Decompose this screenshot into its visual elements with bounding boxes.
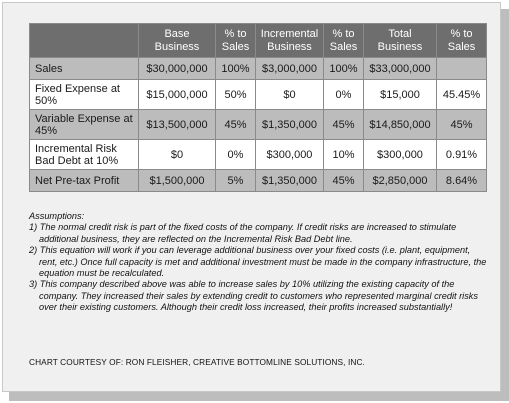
header-pct-total: % to Sales <box>437 24 487 58</box>
table-cell: $300,000 <box>256 140 324 170</box>
assumption-item: 1) The normal credit risk is part of the fixed costs of the company. If credit risks are increased to stimulate additional business, they are reflected on the Incremental Risk Bad Debt line. <box>29 222 457 244</box>
chart-credit: CHART COURTESY OF: RON FLEISHER, CREATIVE BOTTOMLINE SOLUTIONS, INC. <box>29 357 365 367</box>
table-cell: $0 <box>139 140 216 170</box>
table-cell: $15,000,000 <box>139 80 216 110</box>
table-cell <box>437 58 487 80</box>
table-cell: 100% <box>324 58 364 80</box>
row-label: Fixed Expense at 50% <box>30 80 139 110</box>
table-cell: 8.64% <box>437 170 487 192</box>
table-cell: 45% <box>437 110 487 140</box>
header-pct-base: % to Sales <box>216 24 256 58</box>
assumption-item: 2) This equation will work if you can leverage additional business over your fixed costs (i.e. plant, equipment, rent, etc.) Once full capacity is met and additional investment must be made in the company infrastructure, the equation must be recalculated. <box>29 245 487 279</box>
table-row-fixed-expense <box>30 80 487 110</box>
table-row-variable-expense <box>30 110 487 140</box>
table-cell: 100% <box>216 58 256 80</box>
table-cell: $1,350,000 <box>256 170 324 192</box>
table-cell: 10% <box>324 140 364 170</box>
financial-table <box>29 23 487 192</box>
table-cell: $3,000,000 <box>256 58 324 80</box>
row-label: Net Pre-tax Profit <box>30 170 139 192</box>
table-cell: $1,350,000 <box>256 110 324 140</box>
table-row-net-profit <box>30 170 487 192</box>
header-base-business: Base Business <box>139 24 216 58</box>
table-cell: $14,850,000 <box>364 110 437 140</box>
table-cell: $30,000,000 <box>139 58 216 80</box>
assumption-item: 3) This company described above was able to increase sales by 10% utilizing the existing capacity of the company. They increased their sales by extending credit to customers who represented marginal credit risks over their existing customers. Although their credit loss increased, their profits increased substantially! <box>29 279 478 313</box>
header-cell-blank <box>30 24 139 58</box>
header-total-business: Total Business <box>364 24 437 58</box>
table-row-bad-debt <box>30 140 487 170</box>
table-cell: $33,000,000 <box>364 58 437 80</box>
table-cell: $2,850,000 <box>364 170 437 192</box>
row-label: Sales <box>30 58 139 80</box>
table-cell: 0.91% <box>437 140 487 170</box>
table-cell: $300,000 <box>364 140 437 170</box>
table-cell: 45% <box>324 170 364 192</box>
row-label: Incremental Risk Bad Debt at 10% <box>30 140 139 170</box>
table-cell: 45% <box>216 110 256 140</box>
table-cell: $1,500,000 <box>139 170 216 192</box>
assumptions-title: Assumptions: <box>29 211 85 221</box>
table-cell: $13,500,000 <box>139 110 216 140</box>
table-cell: $0 <box>256 80 324 110</box>
table-cell: 5% <box>216 170 256 192</box>
assumptions-block <box>29 211 491 314</box>
table-cell: 0% <box>324 80 364 110</box>
table-row-sales <box>30 58 487 80</box>
table-cell: 45% <box>324 110 364 140</box>
table-cell: 0% <box>216 140 256 170</box>
table-header-row <box>30 24 487 58</box>
header-incremental-business: Incremental Business <box>256 24 324 58</box>
table-cell: $15,000 <box>364 80 437 110</box>
table-cell: 50% <box>216 80 256 110</box>
row-label: Variable Expense at 45% <box>30 110 139 140</box>
header-pct-incremental: % to Sales <box>324 24 364 58</box>
table-cell: 45.45% <box>437 80 487 110</box>
